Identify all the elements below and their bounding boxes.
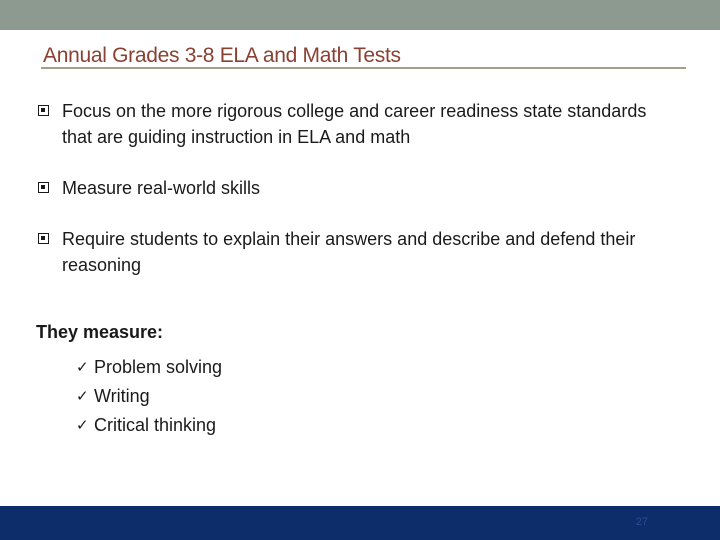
bottom-footer-band: [0, 506, 720, 540]
measures-list: [76, 353, 222, 440]
square-bullet-icon: [38, 233, 49, 244]
bullet-text: Require students to explain their answers and describe and defend their reasoning: [62, 229, 636, 275]
square-bullet-icon: [38, 105, 49, 116]
slide-title: Annual Grades 3-8 ELA and Math Tests: [43, 44, 401, 67]
top-header-band: [0, 0, 720, 30]
measure-item: [76, 411, 222, 440]
measure-text: Critical thinking: [94, 415, 217, 435]
bullet-item: [36, 175, 676, 201]
bullet-text: Measure real-world skills: [62, 178, 261, 198]
measure-item: [76, 353, 222, 382]
bullet-list: [36, 98, 676, 303]
bullet-text: Focus on the more rigorous college and career readiness state standards that are guiding instruction in ELA and math: [62, 101, 647, 147]
page-number: 27: [635, 516, 648, 528]
measure-text: Writing: [94, 386, 150, 406]
bullet-item: [36, 98, 676, 150]
measure-text: Problem solving: [94, 357, 223, 377]
checkmark-icon: ✓: [76, 358, 89, 376]
measures-heading: They measure:: [36, 322, 164, 342]
measure-item: [76, 382, 222, 411]
square-bullet-icon: [38, 182, 49, 193]
checkmark-icon: ✓: [76, 416, 89, 434]
bullet-item: [36, 226, 676, 278]
title-underline: [41, 67, 686, 69]
checkmark-icon: ✓: [76, 387, 89, 405]
